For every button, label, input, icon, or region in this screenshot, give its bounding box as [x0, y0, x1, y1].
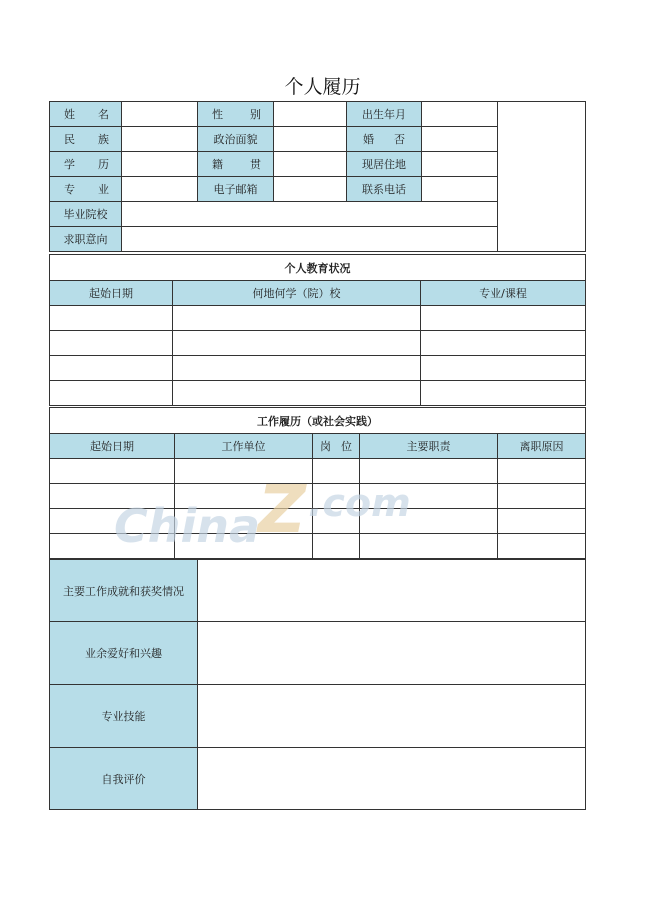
school-label: 毕业院校	[49, 201, 122, 227]
edu-row-2-major[interactable]	[420, 330, 586, 356]
skills-value[interactable]	[197, 684, 586, 748]
phone-value[interactable]	[421, 176, 498, 202]
work-row-3-position[interactable]	[312, 508, 360, 534]
work-header-date: 起始日期	[49, 433, 175, 459]
watermark-text-left: China	[114, 499, 261, 553]
work-row-2-date[interactable]	[49, 483, 175, 509]
work-row-2-company[interactable]	[174, 483, 313, 509]
edu-row-3-major[interactable]	[420, 355, 586, 381]
work-row-1-duties[interactable]	[359, 458, 498, 484]
work-header-company: 工作单位	[174, 433, 313, 459]
native-place-value[interactable]	[273, 151, 347, 177]
gender-value[interactable]	[273, 101, 347, 127]
edu-row-4-major[interactable]	[420, 380, 586, 406]
job-intent-label: 求职意向	[49, 226, 122, 252]
marital-label: 婚 否	[346, 126, 422, 152]
edu-header-date: 起始日期	[49, 280, 173, 306]
edu-row-1-school[interactable]	[172, 305, 421, 331]
edu-header-school: 何地何学（院）校	[172, 280, 421, 306]
edu-row-2-date[interactable]	[49, 330, 173, 356]
edu-row-1-date[interactable]	[49, 305, 173, 331]
school-value[interactable]	[121, 201, 498, 227]
gender-label: 性 别	[197, 101, 274, 127]
politics-value[interactable]	[273, 126, 347, 152]
residence-value[interactable]	[421, 151, 498, 177]
watermark-text-right: .com	[308, 481, 411, 525]
work-row-2-position[interactable]	[312, 483, 360, 509]
native-place-label: 籍 贯	[197, 151, 274, 177]
work-row-1-company[interactable]	[174, 458, 313, 484]
work-row-2-duties[interactable]	[359, 483, 498, 509]
edu-row-1-major[interactable]	[420, 305, 586, 331]
education-section-title: 个人教育状况	[49, 254, 586, 281]
work-row-3-date[interactable]	[49, 508, 175, 534]
work-row-4-reason[interactable]	[497, 533, 586, 559]
politics-label: 政治面貌	[197, 126, 274, 152]
work-row-1-reason[interactable]	[497, 458, 586, 484]
work-row-3-company[interactable]	[174, 508, 313, 534]
work-section-title: 工作履历（或社会实践）	[49, 407, 586, 434]
work-row-4-duties[interactable]	[359, 533, 498, 559]
residence-label: 现居住地	[346, 151, 422, 177]
email-value[interactable]	[273, 176, 347, 202]
work-row-3-duties[interactable]	[359, 508, 498, 534]
edu-row-3-date[interactable]	[49, 355, 173, 381]
email-label: 电子邮箱	[197, 176, 274, 202]
achievements-value[interactable]	[197, 559, 586, 622]
birth-label: 出生年月	[346, 101, 422, 127]
work-row-2-reason[interactable]	[497, 483, 586, 509]
edu-row-2-school[interactable]	[172, 330, 421, 356]
edu-row-4-date[interactable]	[49, 380, 173, 406]
work-row-4-company[interactable]	[174, 533, 313, 559]
work-row-1-date[interactable]	[49, 458, 175, 484]
photo-box[interactable]	[497, 101, 586, 252]
major-label: 专 业	[49, 176, 122, 202]
page-title: 个人履历	[284, 76, 361, 98]
hobbies-label: 业余爱好和兴趣	[49, 621, 198, 685]
marital-value[interactable]	[421, 126, 498, 152]
work-row-1-position[interactable]	[312, 458, 360, 484]
work-header-reason: 离职原因	[497, 433, 586, 459]
work-header-duties: 主要职责	[359, 433, 498, 459]
birth-value[interactable]	[421, 101, 498, 127]
self-evaluation-value[interactable]	[197, 747, 586, 810]
name-value[interactable]	[121, 101, 198, 127]
work-row-4-date[interactable]	[49, 533, 175, 559]
self-evaluation-label: 自我评价	[49, 747, 198, 810]
education-label: 学 历	[49, 151, 122, 177]
edu-row-4-school[interactable]	[172, 380, 421, 406]
hobbies-value[interactable]	[197, 621, 586, 685]
work-header-position: 岗 位	[312, 433, 360, 459]
work-row-4-position[interactable]	[312, 533, 360, 559]
skills-label: 专业技能	[49, 684, 198, 748]
edu-row-3-school[interactable]	[172, 355, 421, 381]
name-label: 姓 名	[49, 101, 122, 127]
education-value[interactable]	[121, 151, 198, 177]
work-row-3-reason[interactable]	[497, 508, 586, 534]
achievements-label: 主要工作成就和获奖情况	[49, 559, 198, 622]
edu-header-major: 专业/课程	[420, 280, 586, 306]
major-value[interactable]	[121, 176, 198, 202]
ethnicity-label: 民 族	[49, 126, 122, 152]
ethnicity-value[interactable]	[121, 126, 198, 152]
watermark-text-z: Z	[258, 471, 306, 548]
phone-label: 联系电话	[346, 176, 422, 202]
job-intent-value[interactable]	[121, 226, 498, 252]
